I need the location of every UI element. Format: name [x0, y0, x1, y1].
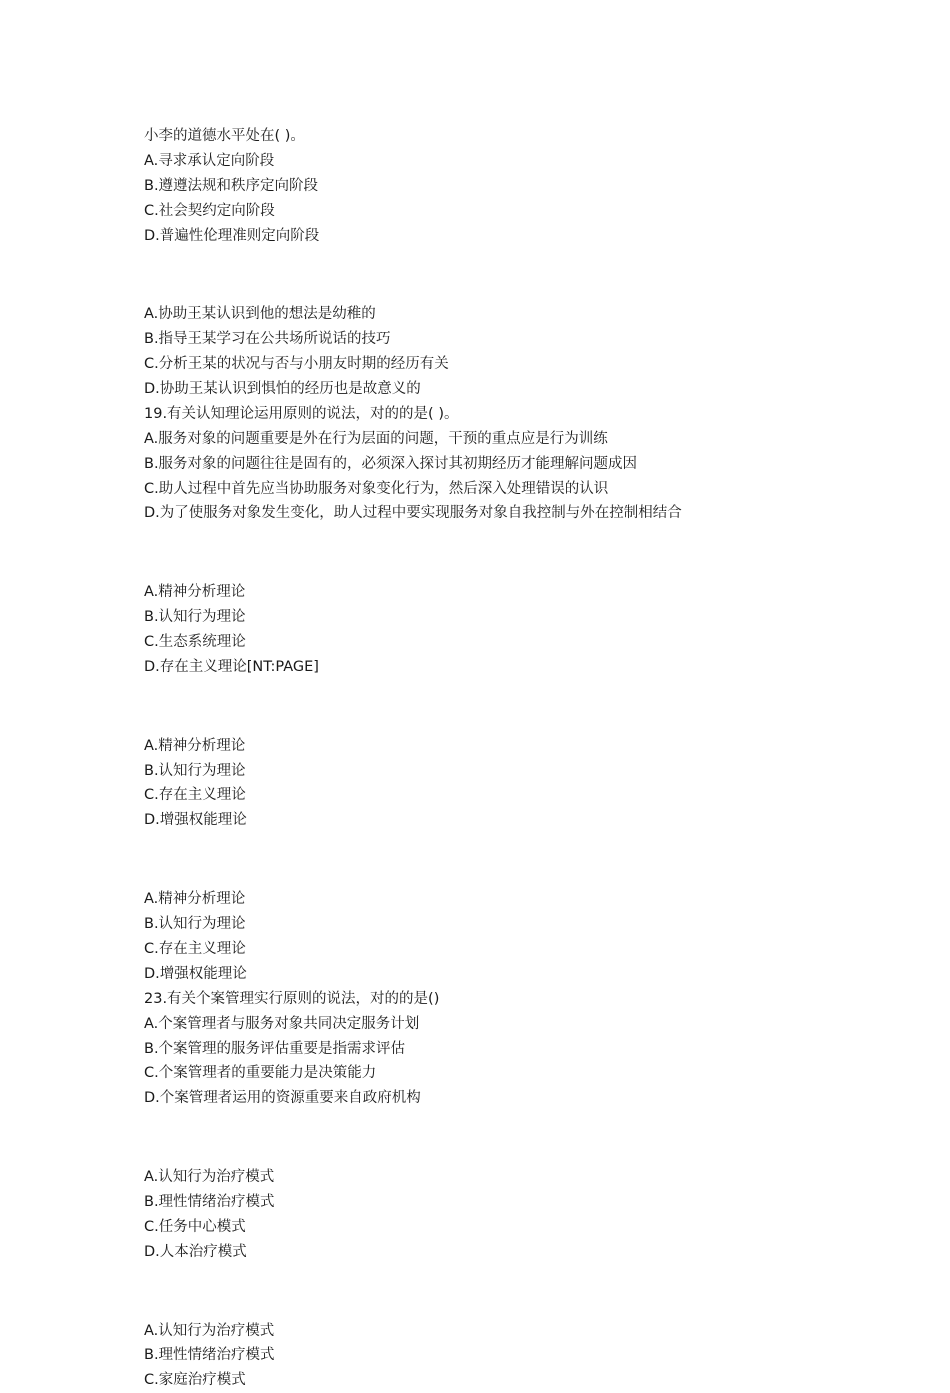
text-line: B.认知行为理论: [144, 609, 246, 626]
text-line: A.认知行为治疗模式: [144, 1322, 275, 1339]
text-line: A.协助王某认识到他的想法是幼稚的: [144, 306, 376, 323]
text-line: A.服务对象的问题重要是外在行为层面的问题，干预的重点应是行为训练: [144, 430, 608, 447]
text-line: D.协助王某认识到惧怕的经历也是故意义的: [144, 381, 421, 398]
text-line: C.任务中心模式: [144, 1218, 246, 1235]
text-line: B.个案管理的服务评估重要是指需求评估: [144, 1040, 406, 1057]
text-line: C.助人过程中首先应当协助服务对象变化行为，然后深入处理错误的认识: [144, 480, 609, 497]
blank-line: [144, 541, 864, 566]
text-line: A.寻求承认定向阶段: [144, 152, 275, 169]
text-line: C.社会契约定向阶段: [144, 202, 275, 219]
text-line: D.个案管理者运用的资源重要来自政府机构: [144, 1090, 421, 1107]
text-line: B.理性情绪治疗模式: [144, 1193, 275, 1210]
blank-line: [144, 1279, 864, 1304]
blank-line: [144, 694, 864, 719]
text-line: C.个案管理者的重要能力是决策能力: [144, 1065, 377, 1082]
text-line: C.存在主义理论: [144, 940, 246, 957]
blank-line: [144, 263, 864, 288]
text-line: B.服务对象的问题往往是固有的，必须深入探讨其初期经历才能理解问题成因: [144, 455, 638, 472]
text-line: A.认知行为治疗模式: [144, 1169, 275, 1186]
text-line: B.认知行为理论: [144, 762, 246, 779]
text-line: A.精神分析理论: [144, 584, 246, 601]
blank-line: [144, 848, 864, 873]
text-line: 小李的道德水平处在( )。: [144, 128, 305, 144]
blank-line: [144, 1126, 864, 1151]
text-line: 19.有关认知理论运用原则的说法，对的的是( )。: [144, 405, 459, 422]
text-line: B.指导王某学习在公共场所说话的技巧: [144, 331, 391, 348]
text-line: D.为了使服务对象发生变化，助人过程中要实现服务对象自我控制与外在控制相结合: [144, 505, 682, 522]
text-line: C.家庭治疗模式: [144, 1372, 246, 1389]
text-line: A.精神分析理论: [144, 891, 246, 908]
text-line: A.精神分析理论: [144, 737, 246, 754]
text-line: C.生态系统理论: [144, 634, 246, 651]
text-line: D.增强权能理论: [144, 965, 247, 982]
text-line: B.认知行为理论: [144, 916, 246, 933]
text-line: D.普遍性伦理准则定向阶段: [144, 227, 320, 244]
text-line: C.存在主义理论: [144, 787, 246, 804]
text-line: B.理性情绪治疗模式: [144, 1347, 275, 1364]
text-line: D.存在主义理论[NT:PAGE]: [144, 658, 319, 675]
text-line: C.分析王某的状况与否与小朋友时期的经历有关: [144, 356, 449, 373]
document-body: [144, 124, 864, 1393]
text-line: 23.有关个案管理实行原则的说法，对的的是(): [144, 990, 440, 1007]
text-line: D.人本治疗模式: [144, 1243, 247, 1260]
text-line: B.遵遵法规和秩序定向阶段: [144, 177, 319, 194]
text-line: D.增强权能理论: [144, 812, 247, 829]
text-line: A.个案管理者与服务对象共同决定服务计划: [144, 1015, 420, 1032]
